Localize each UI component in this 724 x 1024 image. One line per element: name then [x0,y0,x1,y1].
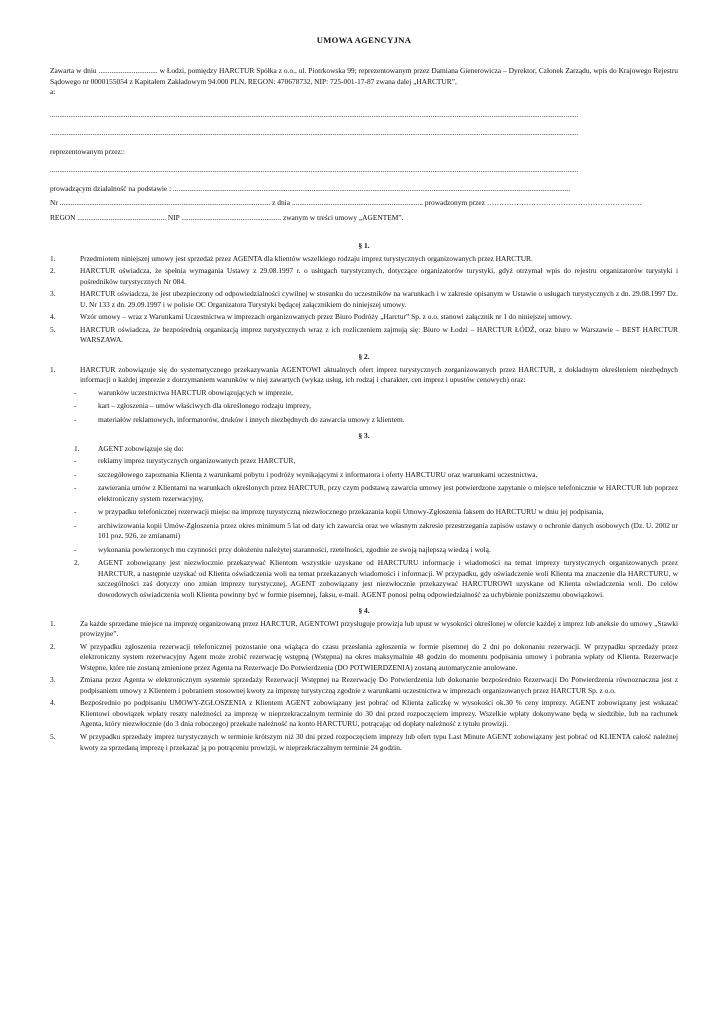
section-1-item: 1. Przedmiotem niniejszej umowy jest sprzedaż przez AGENTA dla klientów wszelkiego rodzaju imprez turystycznych organizowanych przez HARCTUR. [50,253,533,263]
section-4-item: 1. Za każde sprzedane miejsce na imprezę organizowaną przez HARCTUR, AGENTOWI przysługuje prowizja lub upust w wysokości określonej w ofercie każdej z imprez lub aneksie do umowy „Stawki prowizyjne”. [50,618,678,639]
section-3-heading: § 3. [358,431,370,441]
blank-line-3: .............................................................................................................................................................................................................................................................................................. [50,165,579,175]
section-2-dash-item: - kart – zgłoszenia – umów właściwych dla określonego rodzaju imprezy, [74,401,311,411]
section-3-dash-item: - w przypadku telefonicznej rezerwacji miejsc na imprezę turystyczną niezwłocznego przekazania kopii Umowy-Zgłoszenia faksem do HARCTURU w dniu jej podpisania, [74,507,604,517]
section-3-dash-item: - archiwizowania kopii Umów-Zgłoszenia przez okres minimum 5 lat od daty ich zawarcia oraz we własnym zakresie przestrzegania zapisów ustawy o ochronie danych osobowych (Dz. U. 2002 nr 101 poz. 926, ze zmianami) [74,520,678,541]
section-3-item: 1. AGENT zobowiązuje się do: [74,443,184,453]
section-2-dash-item: - warunków uczestnictwa HARCTUR obowiązujących w imprezie, [74,387,293,397]
section-4 [50,619,678,753]
section-1-item: 5. HARCTUR oświadcza, że bezpośrednią organizacją imprez turystycznych wraz z ich rozliczeniem zajmują się: Biuro w Łodzi – HARCTUR ŁÓDŹ, oraz biuro w Warszawie – BEST HARCTUR WARSZAWA. [50,324,678,345]
section-4-item: 3. Zmiana przez Agenta w elektronicznym systemie sprzedaży Rezerwacji Wstępnej na Rezerwację Do Potwierdzenia lub dokonanie bezpośrednio Rezerwacji Do Potwierdzenia równoznaczna jest z podpisaniem umowy z Klientem i pobraniem stosownej kwoty za imprezę turystyczną zgodnie z warunkami uczestnictwa w imprezach organizowanych przez HARCTUR Sp. z o.o. [50,675,678,695]
section-1-item: 4. Wzór umowy – wraz z Warunkami Uczestnictwa w imprezach organizowanych przez Biuro Podróży „Harctur” Sp. z o.o. stanowi załącznik nr 1 do niniejszej umowy. [50,312,572,322]
intro-a: a: [50,87,56,97]
blank-line-2: .............................................................................................................................................................................................................................................................................................. [50,128,579,138]
section-3-dash-item: - szczegółowego zapoznania Klienta z warunkami pobytu i podróży wynikającymi z informatora i oferty HARCTURU oraz warunkami uczestnictwa, [74,469,538,479]
intro-regon-nip: REGON ................................................ NIP ...................................................... zwanym w treści umowy „AGENTEM”. [50,212,404,222]
section-1-item: 2. HARCTUR oświadcza, że spełnia wymagania Ustawy z 29.08.1997 r. o usługach turystycznych, dotyczące organizatorów turystyki, gdyż otrzymał wpis do rejestru organizatorów turystyki i pośredników turystycznych Nr 084. [50,266,678,286]
section-1-heading: § 1. [358,241,370,251]
intro-basis: prowadzącym działalność na podstawie : ....................................................................................................................................................................................................................... [50,183,571,193]
intro-parties: Zawarta w dniu ................................ w Łodzi, pomiędzy HARCTUR Spółka z o.o., ul. Piotrkowska 99; reprezentowanym przez Damiana Gienerowicza – Dyrektor, Członek Zarządu, wpis do Krajowego Rejestru Sądowego nr 0000155054 z Kapitałem Zakładowym 94.000 PLN, REGON: 470678732, NIP: 725-001-17-87 zwana dalej „HARCTUR”, [50,66,678,86]
section-4-heading: § 4. [358,606,370,616]
section-2-heading: § 2. [358,352,370,361]
document-page [50,34,678,755]
section-3-dash-item: - reklamy imprez turystycznych organizowanych przez HARCTUR, [74,456,296,466]
section-4-item: 2. W przypadku zgłoszenia rezerwacji telefonicznej pozostanie ona wiążąca do czasu przesłania zgłoszenia w formie pisemnej do 2 dni po dokonaniu rezerwacji. W przypadku sprzedaży przez elektroniczny system rezerwacyjny Agent może zrobić rezerwację wstępną (Wstępna) na okres maksymalnie 48 godzin do momentu podpisania umowy i pobrania wpłaty od Klienta. Rezerwacje Wstępne, które nie zostaną zmienione przez Agenta na Rezerwacje Do Potwierdzenia (DO POTWIERDZENIA) zostaną automatycznie anulowane. [50,641,678,672]
section-2 [50,365,678,426]
section-3-item: 2. AGENT zobowiązany jest niezwłocznie przekazywać Klientom wszystkie uzyskane od HARCTURU informacje i wiadomości na temat imprezy turystycznych organizowanych przez HARCTUR, a następnie uzyskać od Klienta oświadczenia woli na temat przekazanych wiadomości i informacji. W przypadku, gdy oświadczenie woli Klienta ma znaczenie dla HARCTURU, w szczególności zaś dotyczy ono zmian imprezy turystycznej, AGENT zobowiązany jest niezwłocznie przekazywać HARCTUROWI uzyskane od Klienta oświadczenia woli. Do celów dowodowych oświadczenia woli Klienta powinny być w formie pisemnej, faksu, e-mail. AGENT ponosi pełną odpowiedzialność za uchybienie poniższemu obowiązkowi. [74,558,678,599]
intro-representative: reprezentowanym przez:: [50,146,125,156]
section-3-dash-item: - zawierania umów z Klientami na warunkach określonych przez HARCTUR, przy czym podstawą zawarcia umowy jest potwierdzone zapytanie o miejsce telefonicznie w HARCTUR lub poprzez elektroniczny system rezerwacyjny, [74,483,678,503]
section-2-dash-item: - materiałów reklamowych, informatorów, druków i innych niezbędnych do zawarcia umowy z klientem. [74,414,405,424]
section-3 [50,444,678,601]
section-2-item: 1. HARCTUR zobowiązuje się do systematycznego przekazywania AGENTOWI aktualnych ofert imprez turystycznych zorganizowanych przez HARCTUR, z dokładnym określeniem niezbędnych informacji o każdej imprezie z dotrzymaniem warunków w niej zawartych (wykaz usług, ich rodzaj i charakter, cen imprez i upustów cenowych) oraz: [50,364,678,385]
document-title: UMOWA AGENCYJNA [316,35,412,45]
section-3-dash-item: - wykonania powierzonych mu czynności przy dołożeniu należytej staranności, rzetelności, zgodnie ze swoją najlepszą wiedzą i wolą. [74,544,491,554]
section-4-item: 4. Bezpośrednio po podpisaniu UMOWY-ZGŁOSZENIA z Klientem AGENT zobowiązany jest pobrać od Klienta zaliczkę w wysokości ok.30 % ceny imprezy. AGENT zobowiązany jest wskazać Klientowi obowiązek wpłaty reszty należności za imprezę w nieprzekraczalnym terminie do 30 dni przed rozpoczęciem imprezy. Wszelkie wpłaty dokonywane będą w siedzibie, lub na rachunek Agenta, który niezwłocznie (do 3 dnia roboczego) przekaże należność na konto HARCTURU, potrącając od dopłaty należność z tytułu prowizji. [50,698,678,729]
section-4-item: 5. W przypadku sprzedaży imprez turystycznych w terminie krótszym niż 30 dni przed rozpoczęciem imprezy lub ofert typu Last Minute AGENT zobowiązany jest pobrać od KLIENTA całość należnej kwoty za sprzedaną imprezę i przekazać ją po potrąceniu prowizji, w nieprzekraczalnym terminie 24 godzin. [50,731,678,752]
intro-registry-nr: Nr .................................................................................................................. z dnia ....................................................................... prowadzonym przez ……………………………………………………… [50,198,643,208]
section-1 [50,254,678,346]
blank-line-1: .............................................................................................................................................................................................................................................................................................. [50,109,579,119]
section-1-item: 3. HARCTUR oświadcza, że jest ubezpieczony od odpowiedzialności cywilnej w stosunku do uczestników na warunkach i w zakresie opisanym w Ustawie o usługach turystycznych z dn. 29.08.1997 Dz. U. Nr 133 z dn. 29.09.1997 i w polisie OC Organizatora Turystyki będącej załącznikiem do niniejszej umowy. [50,289,678,309]
